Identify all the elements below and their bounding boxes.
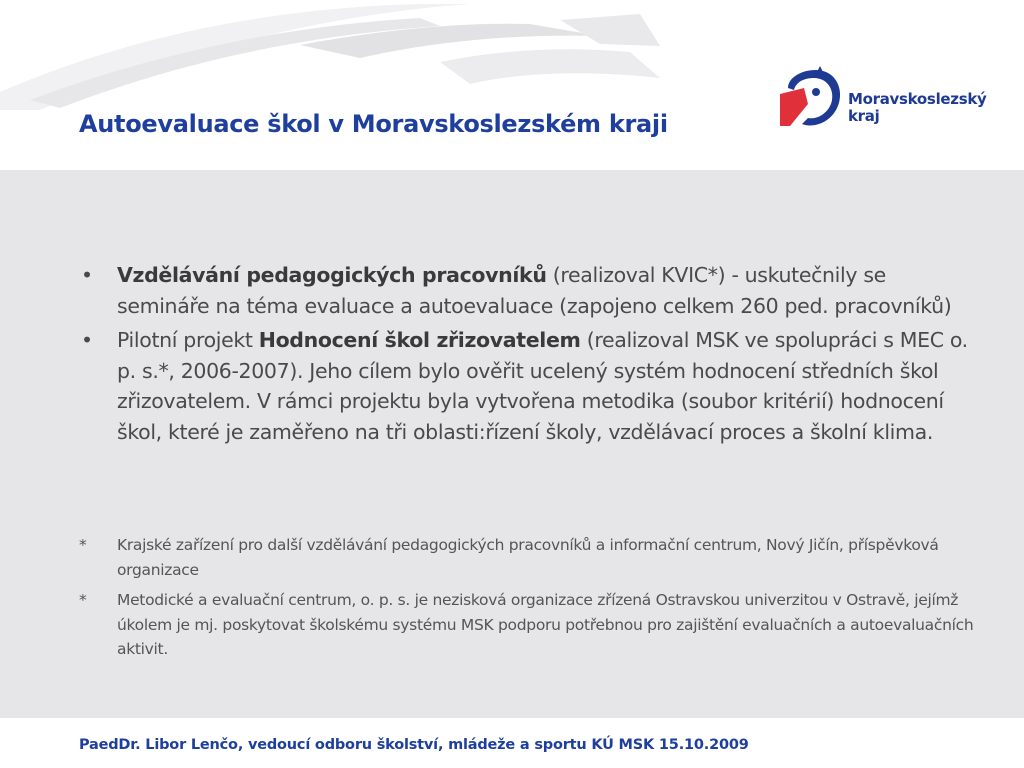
logo-text [848, 91, 987, 125]
bullet-text: (realizoval MSK ve spolupráci s MEC o. p. s.*, 2006-2007). Jeho cílem bylo ověřit ucelený systém hodnocení středních škol zřizovatelem. V rámci projektu byla vytvořena metodika (soubor kritérií) hodnocení škol, které je zaměřeno na tři oblasti:řízení školy, vzdělávací proces a školní klima. [117, 328, 968, 444]
bullet-item [79, 260, 984, 321]
page-title: Autoevaluace škol v Moravskoslezském kraji [79, 110, 668, 138]
footnote-text: Metodické a evaluační centrum, o. p. s. je nezisková organizace zřízená Ostravskou univerzitou v Ostravě, jejímž úkolem je mj. poskytovat školskému systému MSK podporu potřebnou pro zajištění evaluačních a autoevaluačních aktivit. [117, 591, 974, 658]
footnote-text: Krajské zařízení pro další vzdělávání pedagogických pracovníků a informační centrum, Nový Jičín, příspěvková organizace [117, 536, 939, 579]
decorative-swoosh [0, 0, 680, 110]
slide-header [0, 0, 1024, 170]
region-emblem-icon [778, 66, 848, 132]
logo-line-2: kraj [848, 107, 880, 125]
bullet-text: (realizoval KVIC*) - uskutečnily se semináře na téma evaluace a autoevaluace (zapojeno celkem 260 ped. pracovníků) [117, 263, 952, 318]
bullet-icon: • [81, 263, 93, 287]
asterisk-icon: * [79, 591, 87, 609]
content-area [0, 170, 1024, 718]
bullet-bold: Hodnocení škol zřizovatelem [258, 328, 581, 352]
bullet-icon: • [81, 328, 93, 352]
footer-text: PaedDr. Libor Lenčo, vedoucí odboru školství, mládeže a sportu KÚ MSK 15.10.2009 [79, 737, 749, 753]
bullet-item [79, 325, 984, 447]
footnotes [79, 533, 984, 668]
logo [778, 66, 993, 132]
footnote-item [79, 533, 984, 582]
bullet-bold: Vzdělávání pedagogických pracovníků [117, 263, 547, 287]
logo-line-1: Moravskoslezský [848, 90, 987, 108]
asterisk-icon: * [79, 536, 87, 554]
bullet-text: Pilotní projekt [117, 328, 259, 352]
footnote-item [79, 588, 984, 662]
bullet-list [79, 260, 984, 451]
slide-footer [0, 718, 1024, 768]
